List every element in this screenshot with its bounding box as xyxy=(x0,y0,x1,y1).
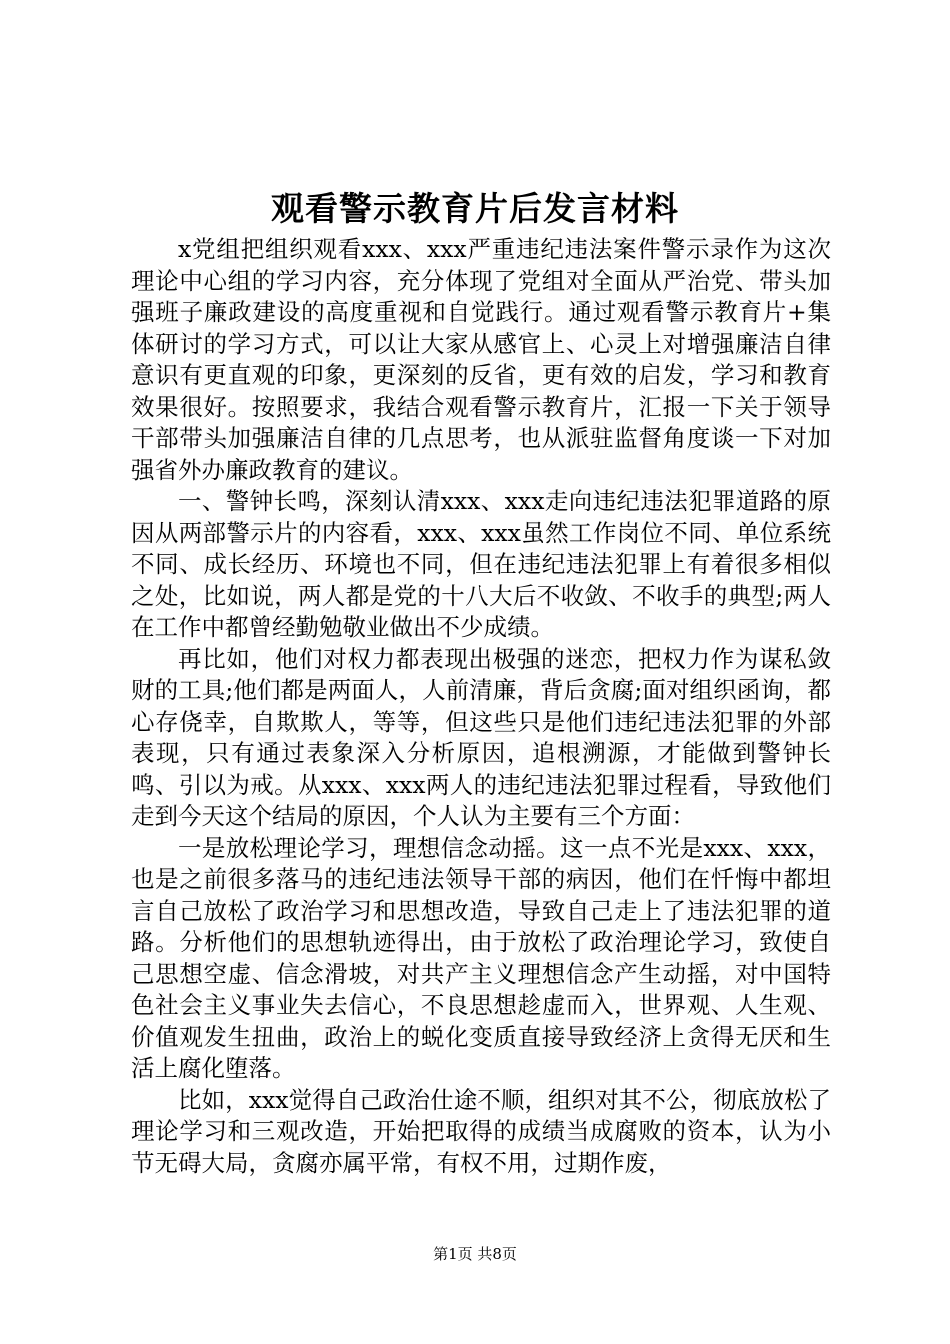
paragraph-section-one: 一、警钟长鸣，深刻认清xxx、xxx走向违纪违法犯罪道路的原因从两部警示片的内容看，xxx、xxx虽然工作岗位不同、单位系统不同、成长经历、环境也不同，但在违纪违法犯罪上有着很多相似之处，比如说，两人都是党的十八大后不收敛、不收手的典型;两人在工作中都曾经勤勉敬业做出不少成绩。 xyxy=(131,487,831,641)
document-title: 观看警示教育片后发言材料 xyxy=(271,189,679,228)
paragraph-intro: x党组把组织观看xxx、xxx严重违纪违法案件警示录作为这次理论中心组的学习内容，充分体现了党组对全面从严治党、带头加强班子廉政建设的高度重视和自觉践行。通过观看警示教育片+集体研讨的学习方式，可以让大家从感官上、心灵上对增强廉洁自律意识有更直观的印象，更深刻的反省，更有效的启发，学习和教育效果很好。按照要求，我结合观看警示教育片，汇报一下关于领导干部带头加强廉洁自律的几点思考，也从派驻监督角度谈一下对加强省外办廉政教育的建议。 xyxy=(131,235,831,484)
paragraph-point-one: 一是放松理论学习，理想信念动摇。这一点不光是xxx、xxx，也是之前很多落马的违纪违法领导干部的病因，他们在忏悔中都坦言自己放松了政治学习和思想改造，导致自己走上了违法犯罪的道路。分析他们的思想轨迹得出，由于放松了政治理论学习，致使自己思想空虚、信念滑坡，对共产主义理想信念产生动摇，对中国特色社会主义事业失去信心，不良思想趁虚而入，世界观、人生观、价值观发生扭曲，政治上的蜕化变质直接导致经济上贪得无厌和生活上腐化堕落。 xyxy=(131,833,831,1082)
paragraph-further-example: 再比如，他们对权力都表现出极强的迷恋，把权力作为谋私敛财的工具;他们都是两面人，人前清廉，背后贪腐;面对组织函询，都心存侥幸，自欺欺人，等等，但这些只是他们违纪违法犯罪的外部表现，只有通过表象深入分析原因，追根溯源，才能做到警钟长鸣、引以为戒。从xxx、xxx两人的违纪违法犯罪过程看，导致他们走到今天这个结局的原因，个人认为主要有三个方面： xyxy=(131,644,831,830)
document-body xyxy=(131,234,831,1179)
page-number-footer: 第1页 共8页 xyxy=(433,1245,517,1263)
paragraph-example: 比如，xxx觉得自己政治仕途不顺，组织对其不公，彻底放松了理论学习和三观改造，开始把取得的成绩当成腐败的资本，认为小节无碍大局，贪腐亦属平常，有权不用，过期作废， xyxy=(131,1085,831,1177)
